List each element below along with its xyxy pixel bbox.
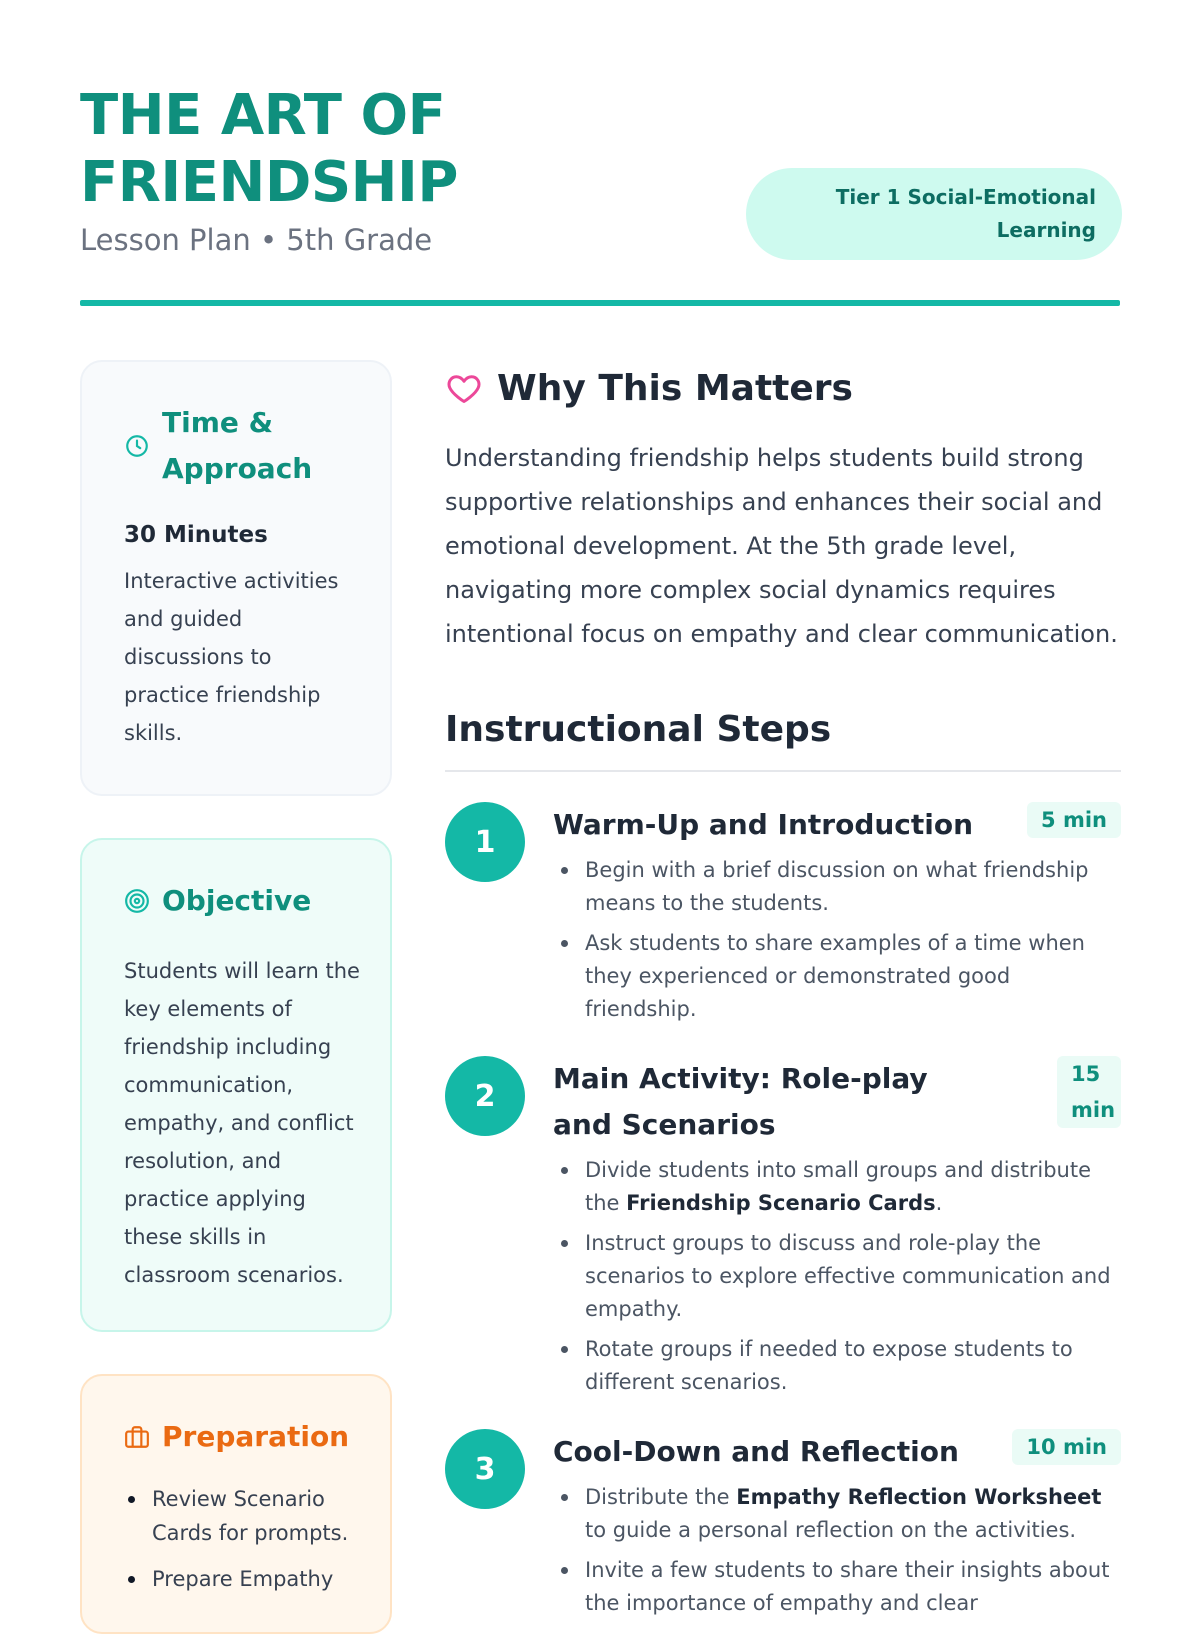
step-duration-badge: 5 min xyxy=(1027,802,1121,838)
step-duration-badge: 10 min xyxy=(1012,1429,1121,1465)
header-divider xyxy=(80,300,1120,306)
step-bullets xyxy=(553,854,1121,1026)
why-text: Understanding friendship helps students build strong supportive relationships and enhances their social and emotional development. At the 5th grade level, navigating more complex social dynamics requires intentional focus on empathy and clear communication. xyxy=(445,444,1118,648)
steps-divider xyxy=(445,770,1121,772)
step-number: 3 xyxy=(445,1429,525,1509)
step-1 xyxy=(445,802,1121,1026)
step-duration-badge: 15 min xyxy=(1057,1056,1121,1128)
main-content xyxy=(445,360,1121,1627)
step-title: Cool-Down and Reflection xyxy=(553,1435,959,1468)
list-item: Rotate groups if needed to expose students to different scenarios. xyxy=(553,1333,1121,1399)
time-approach-heading: Time & Approach xyxy=(162,406,313,485)
objective-card xyxy=(80,838,392,1332)
step-3 xyxy=(445,1429,1121,1620)
list-item: Review Scenario Cards for prompts. xyxy=(124,1482,364,1550)
list-item: Divide students into small groups and distribute the Friendship Scenario Cards. xyxy=(553,1154,1121,1220)
tier-badge: Tier 1 Social-Emotional Learning xyxy=(746,168,1122,260)
steps-heading: Instructional Steps xyxy=(445,709,832,750)
page-subtitle: Lesson Plan • 5th Grade xyxy=(80,223,433,257)
step-2 xyxy=(445,1056,1121,1399)
step-number: 1 xyxy=(445,802,525,882)
target-icon xyxy=(124,888,150,914)
preparation-heading: Preparation xyxy=(162,1420,350,1453)
list-item: Ask students to share examples of a time when they experienced or demonstrated good friendship. xyxy=(553,927,1121,1026)
page-title: THE ART OF FRIENDSHIP xyxy=(80,83,458,215)
header xyxy=(80,82,1120,258)
preparation-header xyxy=(124,1414,349,1460)
list-item: Distribute the Empathy Reflection Worksheet to guide a personal reflection on the activities. xyxy=(553,1481,1121,1547)
list-item: Instruct groups to discuss and role-play the scenarios to explore effective communication and empathy. xyxy=(553,1227,1121,1326)
step-bullets xyxy=(553,1481,1121,1620)
objective-heading: Objective xyxy=(162,884,312,917)
objective-text: Students will learn the key elements of friendship including communication, empathy, and conflict resolution, and practice applying these skills in classroom scenarios. xyxy=(124,959,360,1287)
briefcase-icon xyxy=(124,1424,150,1450)
preparation-card xyxy=(80,1374,392,1634)
list-item: Invite a few students to share their insights about the importance of empathy and clear xyxy=(553,1554,1121,1620)
duration-total: 30 Minutes xyxy=(124,522,268,548)
list-item: Prepare Empathy xyxy=(124,1562,364,1596)
step-bullets xyxy=(553,1154,1121,1399)
step-title: Warm-Up and Introduction xyxy=(553,808,974,841)
time-approach-header xyxy=(124,400,322,492)
time-approach-card xyxy=(80,360,392,796)
objective-header xyxy=(124,878,311,924)
step-title: Main Activity: Role-play and Scenarios xyxy=(553,1062,928,1141)
preparation-list xyxy=(124,1482,364,1608)
heart-icon xyxy=(445,370,483,406)
list-item: Begin with a brief discussion on what friendship means to the students. xyxy=(553,854,1121,920)
why-heading: Why This Matters xyxy=(497,367,853,409)
clock-icon xyxy=(124,433,150,459)
approach-description: Interactive activities and guided discussions to practice friendship skills. xyxy=(124,569,339,745)
step-number: 2 xyxy=(445,1056,525,1136)
why-header xyxy=(445,360,1121,416)
